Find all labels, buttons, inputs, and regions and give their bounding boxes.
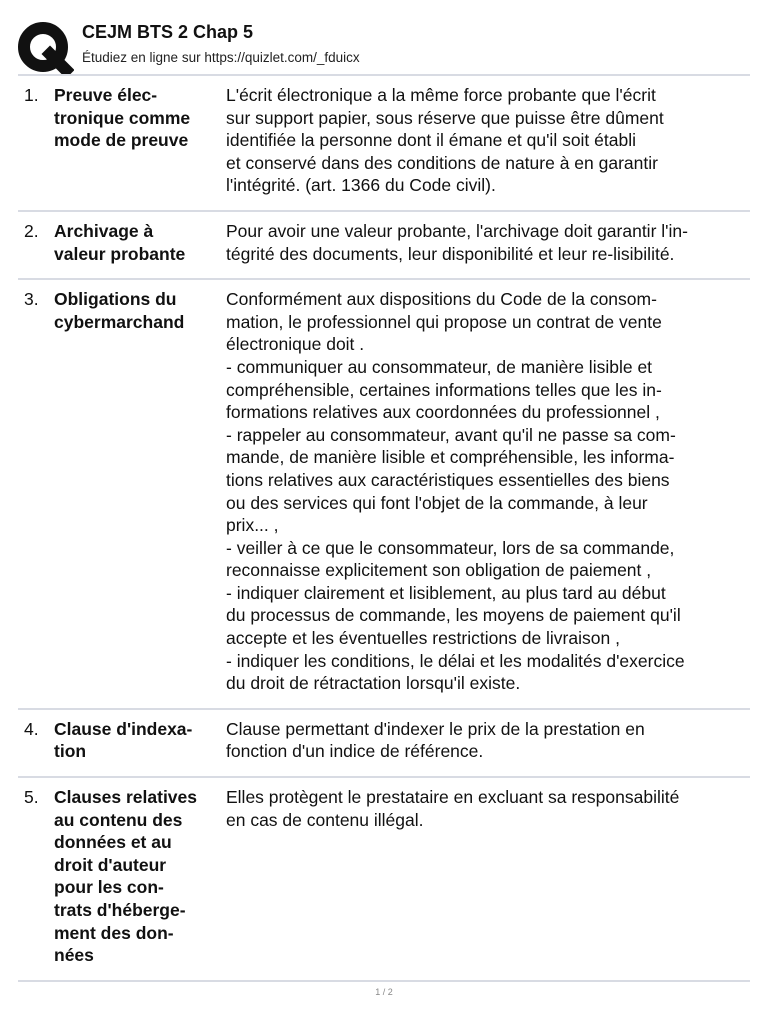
card-definition: Elles protègent le prestataire en excluant sa responsabilité en cas de contenu illégal. bbox=[226, 787, 680, 830]
card-definition: Clause permettant d'indexer le prix de la prestation en fonction d'un indice de référence. bbox=[226, 718, 645, 762]
card-definition: Conformément aux dispositions du Code de la consom- mation, le professionnel qui propose un contrat de vente électronique doit . - communiquer au consommateur, de manière lisible et compréhensible, certaines informations telles que les in- formations relatives aux coordonnées du professionnel , - rappeler au consommateur, avant qu'il ne passe sa com- mande, de manière lisible et compréhensible, les informa- tions relatives aux caractéristiques essentielles des biens ou des services qui font l'objet de la commande, à leur prix... , - veiller à ce que le consommateur, lors de sa commande, reconnaisse explicitement son obligation de paiement , - indiquer clairement et lisiblement, au plus tard au début du processus de commande, les moyens de paiement qu'il accepte et les éventuelles restrictions de livraison , - indiquer les conditions, le délai et les modalités d'exercice du droit de rétractation lorsqu'il existe. bbox=[226, 289, 685, 694]
document-subtitle: Étudiez en ligne sur https://quizlet.com/_fduicx bbox=[82, 50, 360, 65]
card-term: Clauses relatives au contenu des données et au droit d'auteur pour les con- trats d'héberge- ment des don- nées bbox=[54, 787, 198, 966]
flashcard-row bbox=[18, 280, 750, 710]
document-title: CEJM BTS 2 Chap 5 bbox=[82, 22, 254, 42]
card-definition: L'écrit électronique a la même force probante que l'écrit sur support papier, sous réserve que puisse être dûment identifiée la personne dont il émane et qu'il soit établi et conservé dans des conditions de nature à en garantir l'intégrité. (art. 1366 du Code civil). bbox=[226, 85, 664, 196]
card-number: 2. bbox=[24, 220, 39, 241]
page-number: 1 / 2 bbox=[375, 987, 393, 997]
card-term: Obligations du cybermarchand bbox=[54, 289, 185, 332]
card-number: 5. bbox=[24, 787, 39, 808]
flashcard-row bbox=[18, 76, 750, 212]
flashcard-row bbox=[18, 212, 750, 280]
card-term: Clause d'indexa- tion bbox=[54, 718, 193, 762]
flashcard-list bbox=[18, 74, 750, 982]
flashcard-row bbox=[18, 778, 750, 982]
quizlet-logo-icon bbox=[18, 20, 74, 76]
document-header bbox=[18, 18, 750, 72]
card-number: 3. bbox=[24, 289, 39, 310]
card-term: Preuve élec- tronique comme mode de preuve bbox=[54, 85, 191, 151]
card-definition: Pour avoir une valeur probante, l'archivage doit garantir l'in- tégrité des documents, leur disponibilité et leur re-lisibilité. bbox=[226, 220, 688, 264]
card-term: Archivage à valeur probante bbox=[54, 220, 186, 264]
card-number: 1. bbox=[24, 85, 39, 105]
card-number: 4. bbox=[24, 718, 39, 739]
flashcard-row bbox=[18, 710, 750, 778]
